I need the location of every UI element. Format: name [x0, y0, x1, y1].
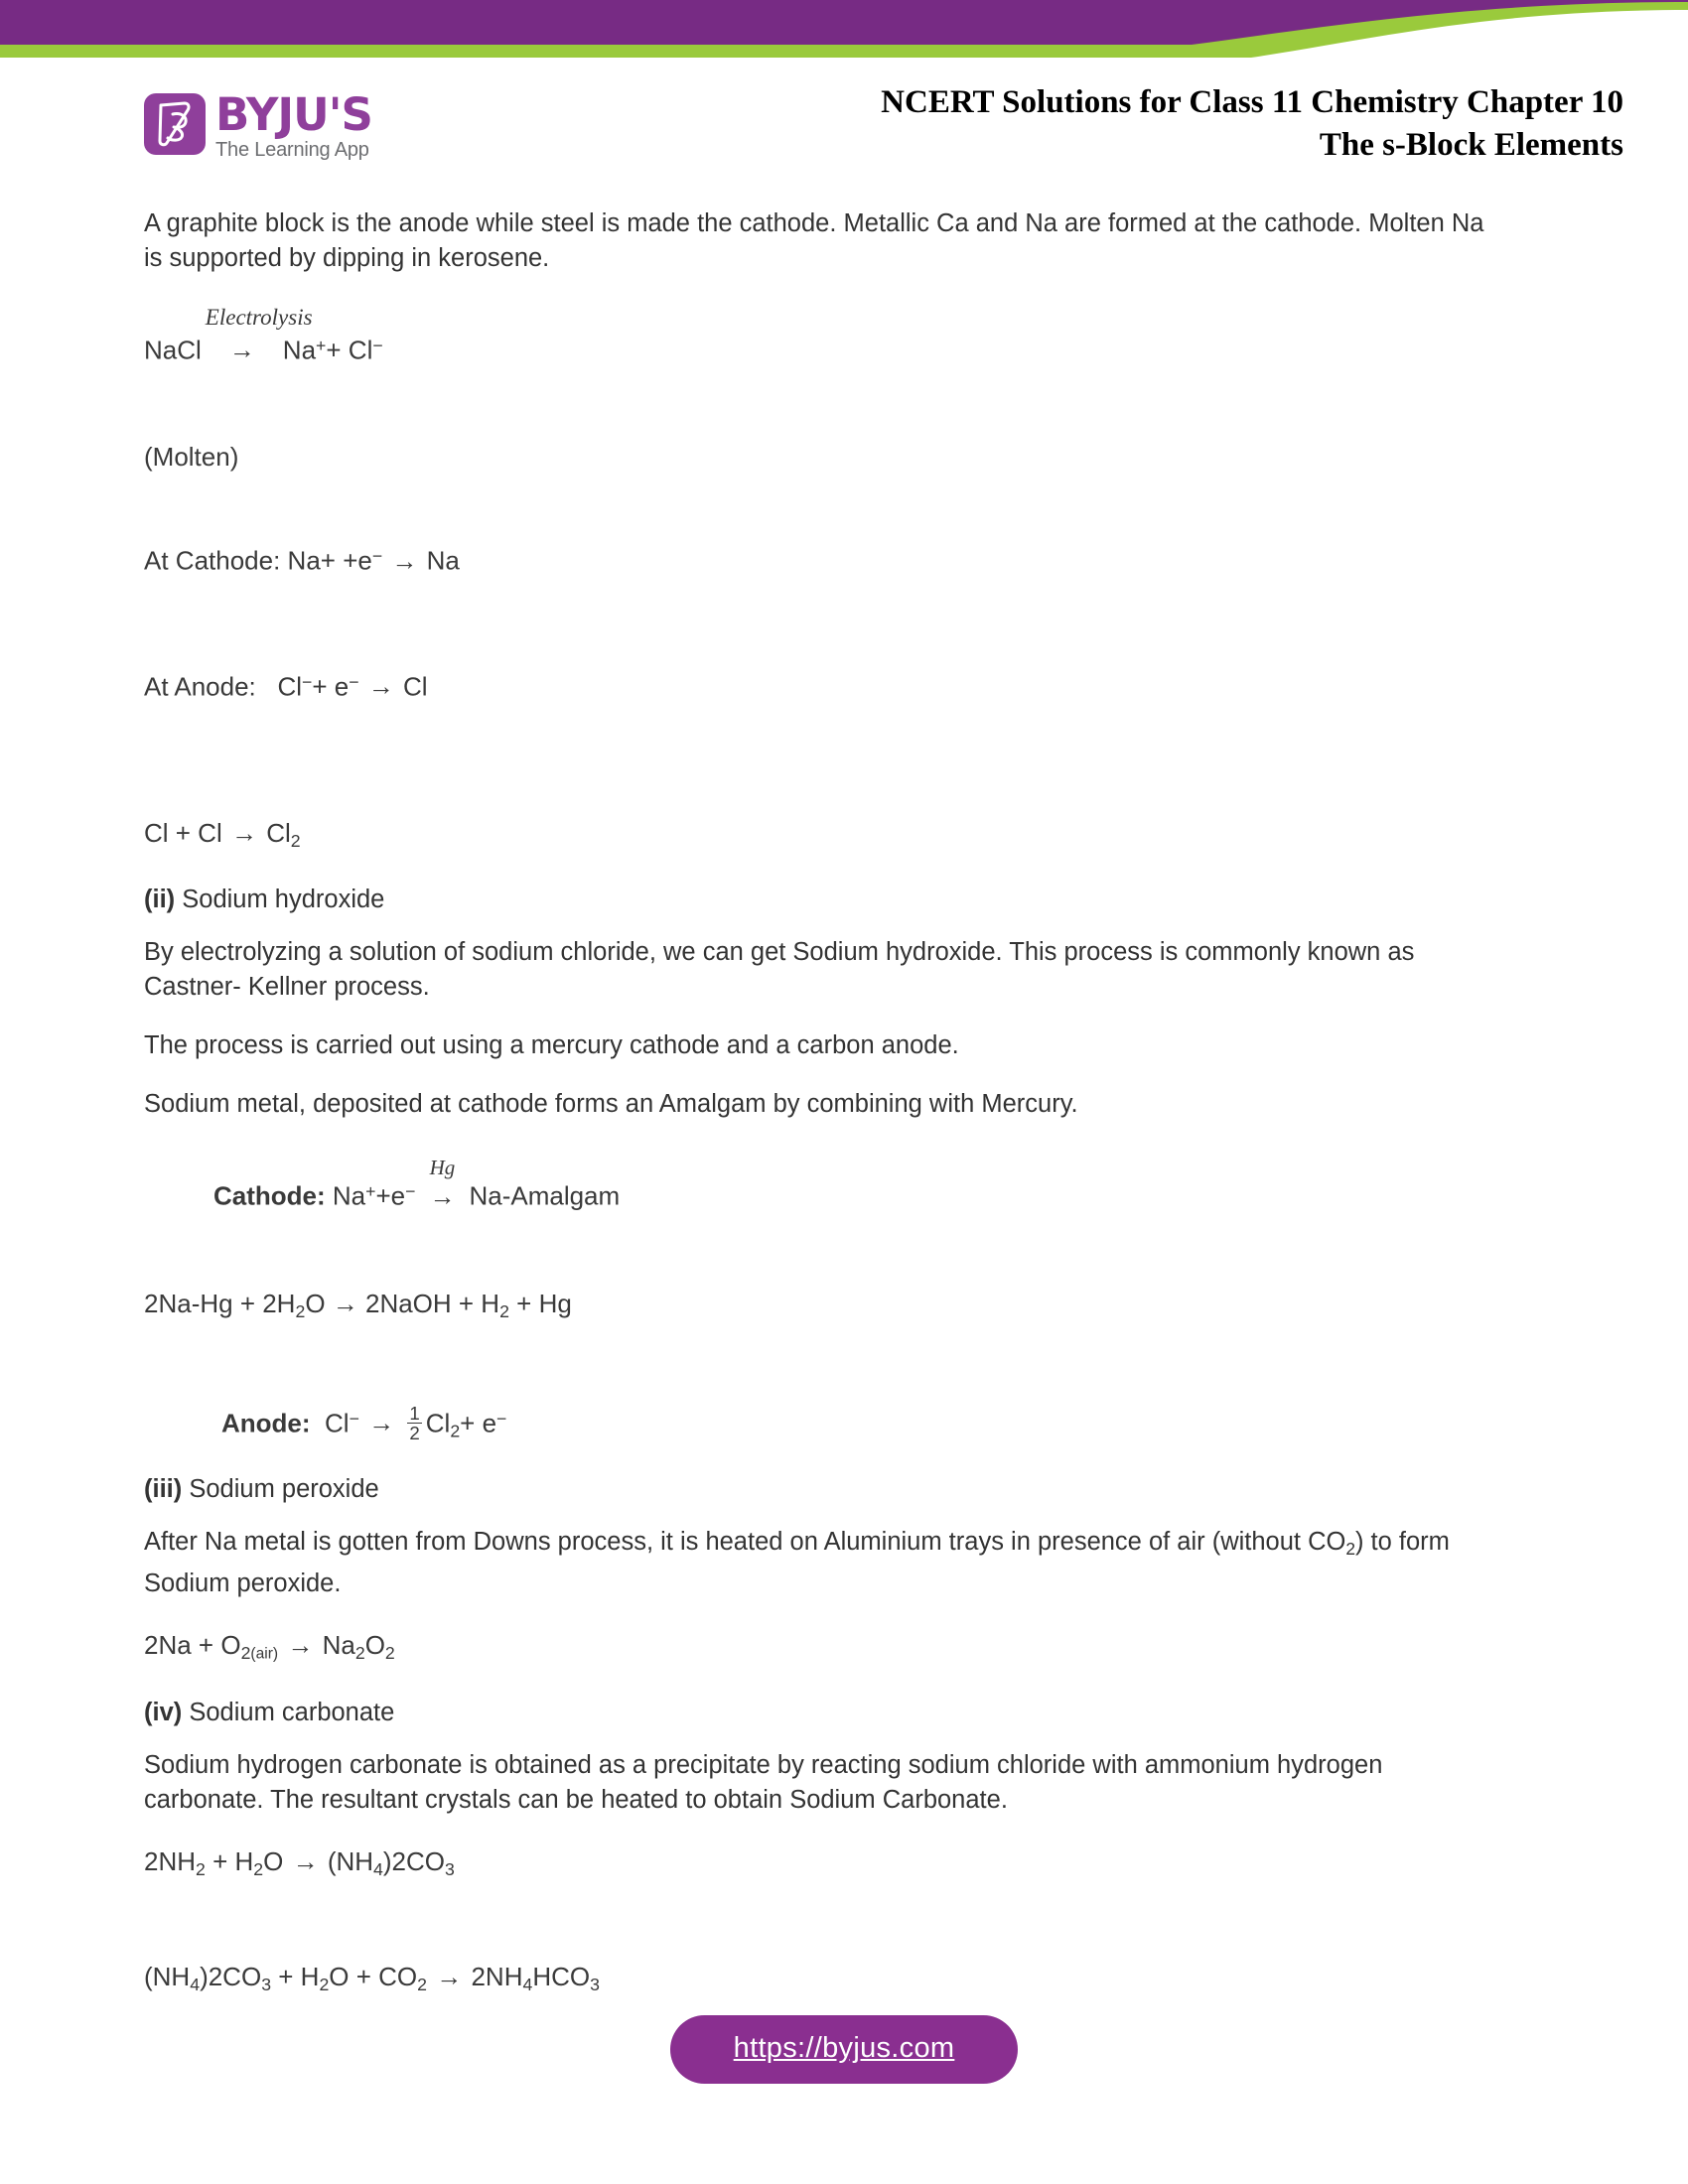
- carb2-part-f: HCO: [532, 1962, 591, 1992]
- castner-anode-electron-charge: −: [496, 1408, 507, 1429]
- fraction-numerator: 1: [409, 1402, 420, 1424]
- byjus-logo: [144, 88, 372, 161]
- arrow-icon: →: [429, 1180, 456, 1211]
- carb2-sub-f: 3: [590, 1975, 600, 1995]
- eq-nacl-product-cl: Cl: [348, 335, 373, 365]
- section-iii-para-part-a: After Na metal is gotten from Downs process, it is heated on Aluminium trays in presence of air (without CO: [144, 1527, 1346, 1556]
- castner-cathode-electron-charge: −: [405, 1181, 416, 1202]
- eq-nacl-cl-charge: −: [372, 336, 383, 355]
- castner-anode-product-sub: 2: [450, 1420, 461, 1440]
- amalgam-water-part-a: 2Na-Hg + 2H: [144, 1288, 296, 1318]
- equation-ammonium-carbonate: [144, 1842, 1544, 1889]
- one-half-fraction: [407, 1404, 421, 1443]
- section-ii-paragraph-3: Sodium metal, deposited at cathode forms an Amalgam by combining with Mercury.: [144, 1090, 1078, 1119]
- byjus-logo-wordmark: BYJU'S: [215, 88, 372, 141]
- section-iv-title: Sodium carbonate: [189, 1699, 395, 1727]
- equation-downs-cathode: [144, 536, 1544, 580]
- downs-cathode-label: At Cathode:: [144, 545, 281, 576]
- carb2-part-e: 2NH: [471, 1962, 523, 1992]
- arrow-icon: →: [230, 818, 257, 849]
- carb1-sub-e: 3: [445, 1859, 455, 1880]
- castner-anode-product: Cl: [425, 1407, 451, 1437]
- castner-cathode-na-charge: +: [365, 1181, 376, 1202]
- castner-cathode-product: Na-Amalgam: [469, 1180, 621, 1211]
- castner-cathode-arrow-label: Hg: [429, 1155, 456, 1179]
- cl-dimer-product-sub: 2: [290, 831, 301, 852]
- arrow-icon: →: [228, 335, 255, 365]
- cl-dimer-product: Cl: [266, 818, 291, 849]
- carb2-part-c: + H: [271, 1962, 320, 1992]
- carb1-sub-a: 2: [196, 1859, 206, 1880]
- downs-anode-electron-charge: −: [349, 671, 359, 692]
- page-header: [0, 71, 1688, 199]
- section-ii-paragraph-2: The process is carried out using a mercury cathode and a carbon anode.: [144, 1031, 959, 1060]
- arrow-icon: →: [368, 1407, 395, 1437]
- downs-anode-species: Cl: [277, 671, 302, 702]
- section-iii-title: Sodium peroxide: [189, 1474, 379, 1503]
- section-ii-title: Sodium hydroxide: [182, 886, 385, 914]
- castner-cathode-electron: +e: [375, 1180, 406, 1211]
- equation-downs-anode: [144, 662, 1544, 706]
- castner-anode-label: Anode:: [221, 1407, 311, 1437]
- amalgam-water-part-b: O → 2NaOH + H: [305, 1288, 500, 1318]
- eq-nacl-product-na: Na: [282, 335, 317, 365]
- equation-amalgam-water: [144, 1284, 1544, 1331]
- peroxide-o2-sub: 2: [240, 1642, 251, 1663]
- amalgam-water-sub-a: 2: [295, 1300, 306, 1321]
- eq-nacl-reactant: NaCl: [144, 335, 202, 365]
- document-title-line-2: The s-Block Elements: [1319, 127, 1623, 163]
- eq-nacl-arrow-label: Electrolysis: [205, 305, 313, 331]
- cl-dimer-reactants: Cl + Cl: [144, 818, 222, 849]
- peroxide-reactant-a: 2Na + O: [144, 1629, 241, 1660]
- document-title: [881, 81, 1623, 167]
- castner-anode-cl-charge: −: [349, 1408, 359, 1429]
- arrow-icon: →: [292, 1846, 319, 1877]
- fraction-denominator: 2: [409, 1423, 420, 1444]
- carb1-part-d: (NH: [327, 1846, 374, 1877]
- carb2-part-d: O + CO: [329, 1962, 418, 1992]
- carb2-part-a: (NH: [144, 1962, 191, 1992]
- section-iii-paragraph-1: [144, 1525, 1494, 1601]
- carb2-sub-a: 4: [190, 1975, 201, 1995]
- document-body: [144, 206, 1544, 2026]
- peroxide-product-o: O: [364, 1629, 385, 1660]
- arrow-icon: →: [391, 545, 418, 576]
- carb1-part-a: 2NH: [144, 1846, 197, 1877]
- molten-note: (Molten): [144, 442, 239, 473]
- equation-castner-anode: [144, 1399, 1544, 1450]
- equation-sodium-peroxide: [144, 1625, 1544, 1675]
- equation-ammonium-bicarbonate: [144, 1957, 1544, 2004]
- eq-nacl-plus: +: [326, 335, 349, 365]
- downs-anode-label: At Anode:: [144, 671, 256, 702]
- peroxide-o-sub: 2: [384, 1642, 395, 1663]
- carb2-part-b: )2CO: [200, 1962, 262, 1992]
- downs-cathode-species: Na+ +e: [287, 545, 372, 576]
- section-iii-heading: [144, 1472, 1544, 1507]
- byjus-logo-tagline: The Learning App: [215, 139, 369, 161]
- castner-anode-species: Cl: [325, 1407, 350, 1437]
- equation-castner-cathode: [144, 1155, 1544, 1215]
- byjus-url-button[interactable]: https://byjus.com: [670, 2015, 1019, 2084]
- castner-cathode-label: Cathode:: [213, 1180, 326, 1211]
- section-iv-paragraph-1: Sodium hydrogen carbonate is obtained as a precipitate by reacting sodium chloride with ammonium hydrogen carbonate. The resultant crystals can be heated to obtain Sodium Carbonate.: [144, 1751, 1383, 1815]
- castner-cathode-arrow: [419, 1155, 465, 1211]
- carb1-part-e: )2CO: [382, 1846, 446, 1877]
- downs-cathode-electron-charge: −: [371, 546, 383, 567]
- carb1-sub-d: 4: [373, 1859, 383, 1880]
- section-iii-para-sub: 2: [1345, 1538, 1355, 1559]
- downs-anode-cl-charge: −: [302, 671, 313, 692]
- castner-anode-electron: + e: [460, 1407, 497, 1437]
- section-iv-marker: (iv): [144, 1699, 183, 1727]
- section-iii-para-part-b: ) to form Sodium peroxide.: [144, 1527, 1450, 1597]
- peroxide-product-na: Na: [322, 1629, 355, 1660]
- amalgam-water-part-c: + Hg: [508, 1288, 572, 1318]
- section-iv-heading: [144, 1696, 1544, 1730]
- carb1-part-b: + H: [205, 1846, 254, 1877]
- castner-cathode-species: Na: [332, 1180, 366, 1211]
- intro-paragraph: A graphite block is the anode while steel is made the cathode. Metallic Ca and Na are formed at the cathode. Molten Na is supported by dipping in kerosene.: [144, 209, 1484, 272]
- carb2-sub-b: 3: [261, 1975, 272, 1995]
- arrow-icon: →: [436, 1962, 463, 1992]
- carb2-sub-d: 2: [417, 1975, 427, 1995]
- section-iii-marker: (iii): [144, 1474, 183, 1503]
- page-footer: [0, 2015, 1688, 2084]
- section-ii-heading: [144, 883, 1544, 917]
- arrow-icon: →: [287, 1629, 314, 1660]
- eq-nacl-na-charge: +: [316, 336, 327, 355]
- carb1-part-c: O: [263, 1846, 284, 1877]
- carb2-sub-c: 2: [319, 1975, 330, 1995]
- section-ii-marker: (ii): [144, 886, 176, 914]
- top-banner: [0, 0, 1688, 69]
- carb2-sub-e: 4: [522, 1975, 533, 1995]
- downs-anode-electron: + e: [312, 671, 350, 702]
- peroxide-na-sub: 2: [354, 1642, 365, 1663]
- arrow-icon: →: [367, 671, 394, 702]
- downs-anode-product: Cl: [403, 671, 428, 702]
- document-title-line-1: NCERT Solutions for Class 11 Chemistry Chapter 10: [881, 84, 1623, 120]
- carb1-sub-b: 2: [253, 1859, 264, 1880]
- peroxide-air-label: (air): [250, 1645, 279, 1663]
- equation-chlorine-dimer: [144, 813, 1544, 861]
- section-ii-paragraph-1: By electrolyzing a solution of sodium chloride, we can get Sodium hydroxide. This process is commonly known as Castner- Kellner process.: [144, 938, 1415, 1002]
- byjus-logo-mark-icon: [144, 93, 206, 155]
- downs-cathode-product: Na: [426, 545, 460, 576]
- equation-nacl-electrolysis: [144, 305, 1544, 369]
- amalgam-water-sub-b: 2: [499, 1300, 509, 1321]
